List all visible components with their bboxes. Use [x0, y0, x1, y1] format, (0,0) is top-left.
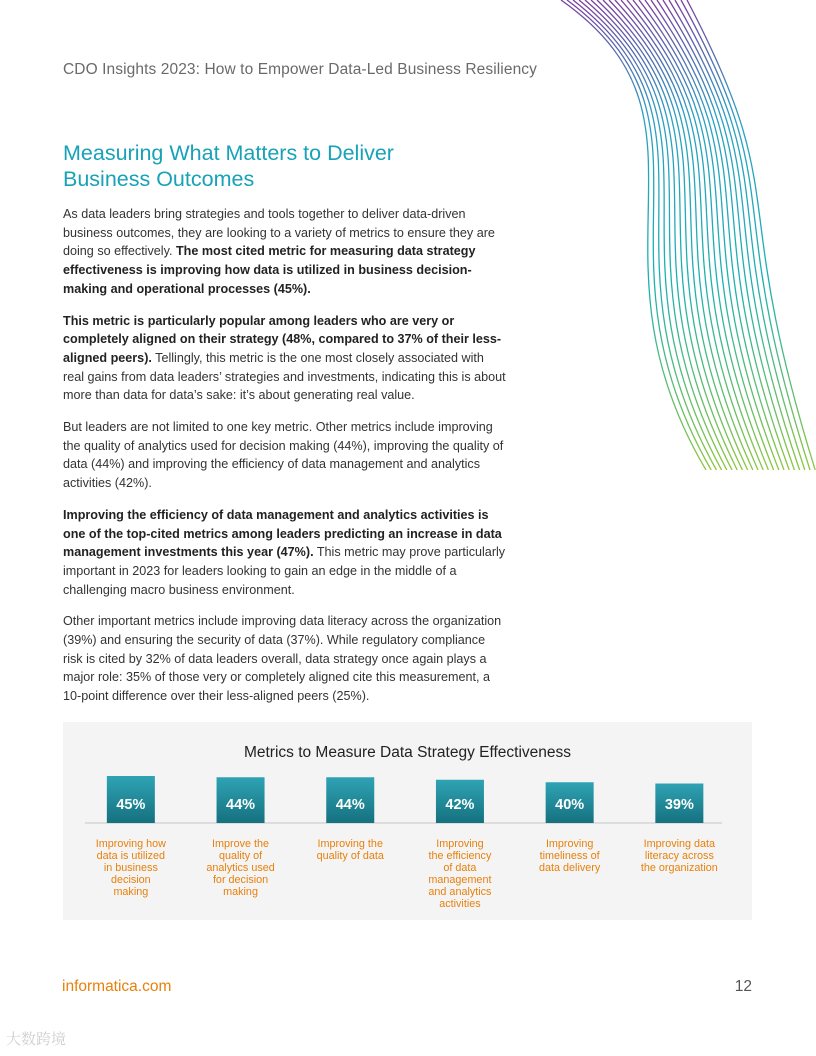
category-label-line: of data [443, 862, 477, 874]
category-label [96, 838, 166, 898]
category-label-line: data delivery [539, 862, 601, 874]
section-title: Measuring What Matters to Deliver Business Outcomes [63, 141, 394, 191]
category-label-line: management [428, 874, 492, 886]
category-label-line: quality of data [316, 850, 384, 862]
watermark-logo: 大数跨境 [6, 1031, 67, 1048]
category-label-line: Improving [545, 838, 594, 850]
category-label-line: literacy across [644, 850, 714, 862]
category-label-line: in business [103, 862, 158, 874]
bar-value-label: 42% [445, 797, 475, 813]
bar-chart [63, 722, 752, 920]
paragraph-1 [63, 205, 508, 299]
paragraph-segment: But leaders are not limited to one key metric. Other metrics include improving the quality of analytics used for decision making (44%), improving the quality of data (44%) and improving the efficiency of data management and analytics activities (42%). [63, 420, 504, 491]
bar-value-label: 44% [335, 797, 365, 813]
paragraph-2 [63, 312, 508, 406]
bar-value-label: 40% [555, 797, 585, 813]
paragraph-segment: This metric may prove particularly important in 2023 for leaders looking to gain an edge in the middle of a challenging macro business environment. [63, 545, 506, 597]
paragraph-segment: Other important metrics include improving data literacy across the organization (39%) and ensuring the security of data (37%). While regulatory compliance risk is cited by 32% of data leaders overall, data strategy once again plays a major role: 35% of those very or completely aligned cite this measurement, a 10-point difference over their less-aligned peers (25%). [63, 614, 502, 704]
document-header: CDO Insights 2023: How to Empower Data-Led Business Resiliency [63, 61, 537, 78]
wave-line [579, 0, 722, 470]
category-label [539, 838, 601, 874]
chart-title: Metrics to Measure Data Strategy Effectiveness [243, 744, 572, 761]
footer-website-link[interactable]: informatica.com [62, 978, 172, 995]
category-label [206, 838, 274, 898]
category-label [428, 838, 492, 910]
paragraph-segment: As data leaders bring strategies and tools together to deliver data-driven business outcomes, they are looking to a variety of metrics to ensure they are doing so effectively. [63, 207, 495, 259]
category-label-line: and analytics [428, 886, 492, 898]
decorative-wave-lines [556, 0, 816, 470]
category-label-line: analytics used [206, 862, 275, 874]
paragraph-4 [63, 506, 508, 600]
category-label-line: Improving data [643, 838, 716, 850]
category-label-line: data is utilized [96, 850, 166, 862]
category-label-line: making [113, 886, 149, 898]
category-label-line: the organization [640, 862, 718, 874]
category-label-line: for decision [212, 874, 269, 886]
paragraph-segment-bold: The most cited metric for measuring data strategy effectiveness is improving how data is utilized in business decision-making and operational processes (45%). [63, 244, 476, 296]
paragraph-segment-bold: Improving the efficiency of data management and analytics activities is one of the top-cited metrics among leaders predicting an increase in data management investments this year (47%). [63, 507, 502, 560]
bar-value-label: 39% [664, 797, 694, 813]
category-label-line: the efficiency [428, 850, 492, 862]
bar-value-label: 45% [116, 797, 146, 813]
page-number: 12 [734, 978, 752, 995]
category-label-line: quality of [218, 850, 263, 862]
category-label-line: Improving the [317, 838, 383, 850]
category-label-line: Improve the [212, 838, 270, 850]
paragraph-5 [63, 612, 508, 706]
wave-line [657, 0, 789, 470]
category-label-line: Improving [436, 838, 484, 850]
category-label-line: decision [111, 874, 151, 886]
body-text [63, 205, 508, 719]
wave-line [585, 0, 727, 470]
wave-line [663, 0, 794, 470]
category-label-line: Improving how [95, 838, 166, 850]
category-label-line: timeliness of [539, 850, 600, 862]
category-label-line: making [223, 886, 258, 898]
chart-panel [63, 722, 752, 920]
paragraph-segment-bold: This metric is particularly popular among leaders who are very or completely aligned on their strategy (48%, compared to 37% of their less-aligned peers). [63, 313, 502, 365]
paragraph-segment: Tellingly, this metric is the one most closely associated with real gains from data leaders’ strategies and investments, indicating this is about more than data for data’s sake: it’s about generating real value. [63, 350, 506, 403]
bar-value-label: 44% [226, 797, 256, 813]
category-label-line: activities [439, 898, 481, 910]
paragraph-3 [63, 418, 508, 493]
category-label [317, 838, 384, 862]
category-label [641, 838, 718, 874]
